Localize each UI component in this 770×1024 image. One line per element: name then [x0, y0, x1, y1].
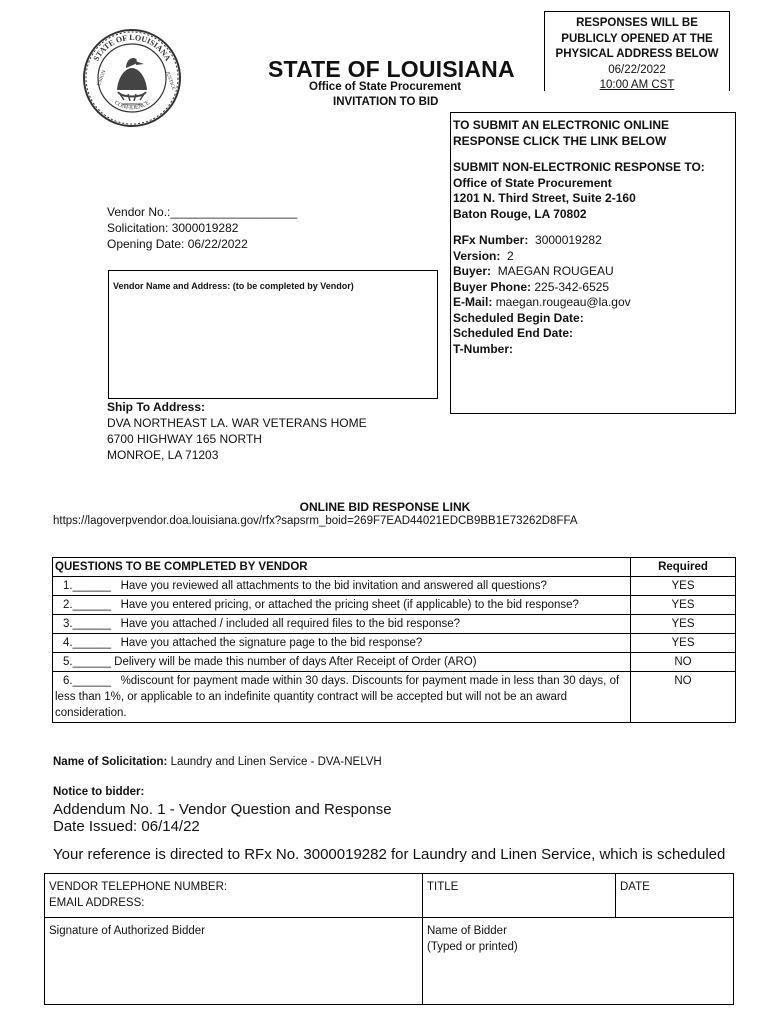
question-number-blank[interactable]: 1.______	[63, 580, 111, 592]
signature-table	[44, 873, 734, 1005]
buyer-row	[453, 264, 733, 280]
title-cell[interactable]	[423, 874, 616, 918]
email-label: E-Mail:	[453, 295, 493, 309]
rfx-value: 3000019282	[535, 233, 602, 247]
email-row	[453, 295, 733, 311]
rfx-label: RFx Number:	[453, 233, 529, 247]
responses-line-1: RESPONSES WILL BE	[576, 17, 698, 29]
notice-label: Notice to bidder:	[53, 786, 145, 798]
question-number-blank[interactable]: 5.______	[63, 656, 111, 668]
question-row	[53, 672, 736, 723]
phone-email-cell[interactable]	[45, 874, 423, 918]
ship-to-address	[107, 399, 367, 463]
version-label: Version:	[453, 248, 501, 263]
solicitation-number: Solicitation: 3000019282	[107, 221, 239, 235]
question-text: %discount for payment made within 30 days. Discounts for payment made in less than 30 days, of less than 1%, or applicable to an indefinite quantity contract will be accepted but will not be an award consideration.	[55, 675, 620, 719]
solicitation-name-label: Name of Solicitation:	[53, 756, 168, 768]
question-text: Have you attached / included all required files to the bid response?	[120, 618, 461, 630]
addendum-date: Date Issued: 06/14/22	[53, 818, 200, 835]
question-required: YES	[631, 615, 736, 634]
questions-header: QUESTIONS TO BE COMPLETED BY VENDOR	[53, 558, 631, 577]
addendum-title: Addendum No. 1 - Vendor Question and Response	[53, 801, 392, 818]
electronic-instruction-2: RESPONSE CLICK THE LINK BELOW	[453, 133, 667, 148]
question-required: YES	[631, 596, 736, 615]
buyer-phone-row	[453, 280, 733, 296]
question-row	[53, 577, 736, 596]
bidder-name-label: Name of Bidder	[427, 925, 507, 937]
seal-ring-right-text: JUSTICE	[164, 70, 176, 91]
submission-info-box	[450, 112, 736, 414]
solicitation-name	[53, 756, 382, 768]
email-value: maegan.rougeau@la.gov	[495, 295, 631, 309]
address-line-3: Baton Rouge, LA 70802	[453, 206, 587, 221]
ship-to-line-3: MONROE, LA 71203	[107, 448, 219, 462]
question-required: YES	[631, 577, 736, 596]
seal-ring-bottom-text: CONFIDENCE	[113, 100, 151, 112]
question-row	[53, 596, 736, 615]
state-seal	[82, 28, 182, 128]
vendor-name-address-box[interactable]	[108, 270, 438, 399]
title-label: TITLE	[427, 881, 459, 893]
signature-label: Signature of Authorized Bidder	[49, 925, 205, 937]
vendor-number-field[interactable]: Vendor No.:___________________	[107, 205, 298, 219]
page-title: STATE OF LOUISIANA	[268, 56, 515, 82]
address-line-1: Office of State Procurement	[453, 175, 612, 190]
electronic-instruction-1: TO SUBMIT AN ELECTRONIC ONLINE	[453, 118, 669, 132]
question-text: Have you attached the signature page to the bid response?	[120, 637, 423, 649]
question-row	[53, 653, 736, 672]
ship-to-line-1: DVA NORTHEAST LA. WAR VETERANS HOME	[107, 416, 367, 430]
pelican-seal-icon	[82, 28, 182, 128]
responses-line-2: PUBLICLY OPENED AT THE	[561, 32, 713, 45]
question-required: NO	[631, 653, 736, 672]
ship-to-heading: Ship To Address:	[107, 400, 206, 414]
address-line-2: 1201 N. Third Street, Suite 2-160	[453, 191, 636, 205]
question-row	[53, 615, 736, 634]
reference-line: Your reference is directed to RFx No. 3000019282 for Laundry and Linen Service, which is scheduled	[53, 846, 726, 863]
vendor-info	[107, 204, 297, 252]
date-cell[interactable]	[616, 874, 734, 918]
question-number-blank[interactable]: 6.______	[63, 675, 111, 687]
date-label: DATE	[620, 881, 650, 893]
solicitation-name-value: Laundry and Linen Service - DVA-NELVH	[170, 756, 382, 768]
question-required: YES	[631, 634, 736, 653]
responses-line-3: PHYSICAL ADDRESS BELOW	[555, 48, 719, 60]
question-number-blank[interactable]: 4.______	[63, 637, 111, 649]
signature-cell[interactable]	[45, 918, 423, 1005]
vendor-phone-label: VENDOR TELEPHONE NUMBER:	[49, 881, 228, 893]
vendor-email-label: EMAIL ADDRESS:	[49, 897, 145, 909]
buyer-phone-label: Buyer Phone:	[453, 279, 532, 294]
questions-header-row	[53, 558, 736, 577]
version-row	[453, 249, 733, 265]
online-link-heading: ONLINE BID RESPONSE LINK	[299, 500, 471, 514]
responses-notice-box	[544, 11, 730, 91]
vendor-name-address-label: Vendor Name and Address: (to be completed by Vendor)	[113, 281, 354, 291]
opening-date: Opening Date: 06/22/2022	[107, 237, 248, 251]
bidder-name-sublabel: (Typed or printed)	[427, 941, 518, 953]
responses-time: 10:00 AM CST	[599, 79, 675, 91]
document-subtitle: INVITATION TO BID	[333, 96, 439, 108]
vendor-questions-table	[52, 557, 736, 723]
buyer-label: Buyer:	[453, 264, 492, 278]
bidder-name-cell[interactable]	[423, 918, 734, 1005]
question-text: Delivery will be made this number of days After Receipt of Order (ARO)	[114, 656, 477, 668]
seal-ring-top-text: STATE OF LOUISIANA	[91, 32, 173, 63]
begin-date-label: Scheduled Begin Date:	[453, 310, 584, 325]
t-number-label: T-Number:	[453, 341, 513, 356]
responses-date: 06/22/2022	[608, 63, 666, 76]
addendum-block	[53, 801, 392, 835]
buyer-value: MAEGAN ROUGEAU	[497, 264, 614, 278]
seal-ring-left-text: UNION	[97, 69, 108, 87]
question-text: Have you entered pricing, or attached the pricing sheet (if applicable) to the bid response?	[120, 599, 579, 611]
question-text: Have you reviewed all attachments to the bid invitation and answered all questions?	[120, 580, 547, 592]
question-number-blank[interactable]: 2.______	[63, 599, 111, 611]
buyer-phone-value: 225-342-6525	[534, 279, 610, 294]
online-bid-link[interactable]: https://lagoverpvendor.doa.louisiana.gov/rfx?sapsrm_boid=269F7EAD44021EDCB9BB1E73262D8FFA	[53, 515, 578, 527]
question-row	[53, 634, 736, 653]
question-number-blank[interactable]: 3.______	[63, 618, 111, 630]
rfx-number-row	[453, 233, 733, 249]
end-date-label: Scheduled End Date:	[453, 326, 574, 340]
nonelectronic-heading: SUBMIT NON-ELECTRONIC RESPONSE TO:	[453, 160, 705, 174]
version-value: 2	[507, 248, 514, 263]
office-subtitle: Office of State Procurement	[309, 81, 462, 93]
question-required: NO	[631, 672, 736, 723]
required-header: Required	[631, 558, 736, 577]
ship-to-line-2: 6700 HIGHWAY 165 NORTH	[107, 432, 262, 446]
